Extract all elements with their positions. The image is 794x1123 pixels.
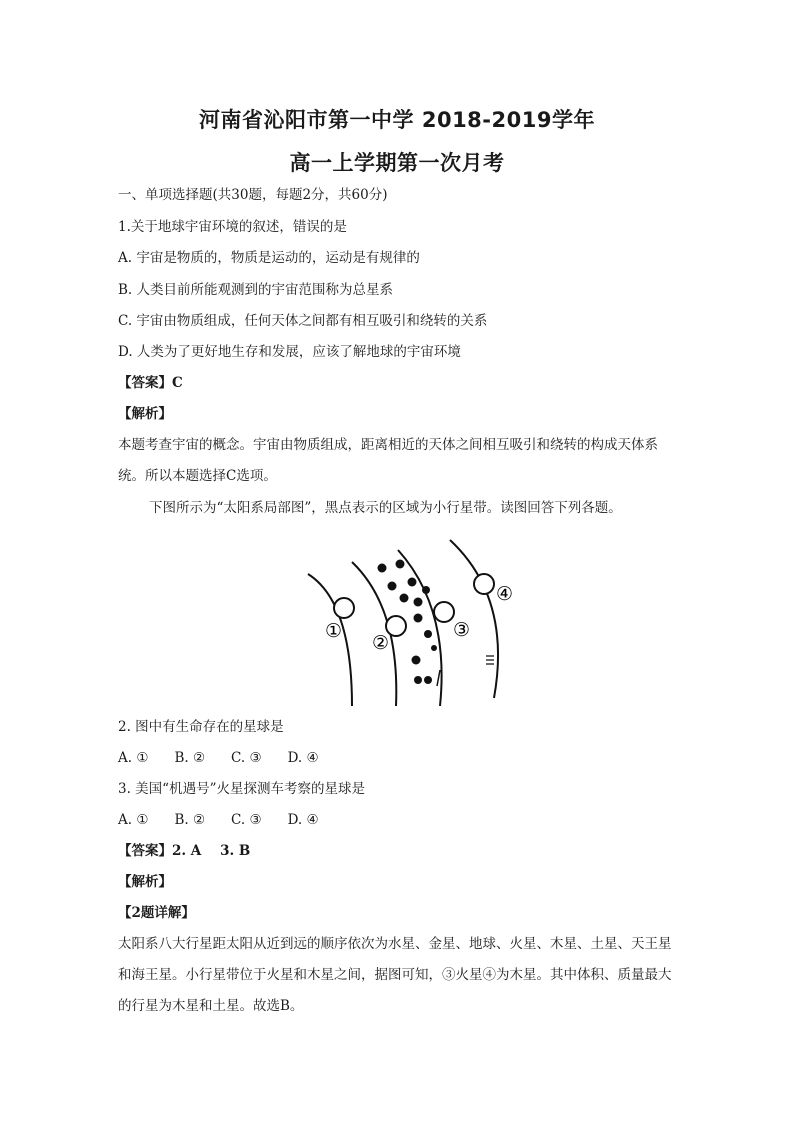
- q3-options: [118, 811, 678, 829]
- q2-detail-label: 【2题详解】: [118, 905, 195, 921]
- q3-option-b: B. ②: [174, 812, 206, 828]
- label-4: ④: [496, 583, 514, 605]
- q2-options: [118, 749, 678, 767]
- q2-option-c: C. ③: [231, 750, 262, 766]
- q2-option-d: D. ④: [287, 750, 319, 766]
- q1-option-d: D. 人类为了更好地生存和发展，应该了解地球的宇宙环境: [118, 344, 461, 360]
- q1-option-c: C. 宇宙由物质组成，任何天体之间都有相互吸引和绕转的关系: [118, 313, 488, 329]
- q1-answer: 【答案】C: [118, 375, 183, 391]
- label-2: ②: [372, 632, 390, 654]
- label-1: ①: [325, 620, 343, 642]
- q2-option-b: B. ②: [174, 750, 206, 766]
- planet-4: [474, 574, 494, 594]
- solar-system-partial-diagram: [300, 538, 530, 706]
- q1-option-b: B. 人类目前所能观测到的宇宙范围称为总星系: [118, 282, 394, 298]
- q1-option-a: A. 宇宙是物质的，物质是运动的，运动是有规律的: [118, 250, 420, 266]
- label-3: ③: [453, 619, 471, 641]
- diagram-intro: 下图所示为“太阳系局部图”，黑点表示的区域为小行星带。读图回答下列各题。: [149, 500, 622, 516]
- q3-option-a: A. ①: [118, 812, 149, 828]
- analysis-label-2-3: 【解析】: [118, 874, 172, 890]
- q2-detail-text: 太阳系八大行星距太阳从近到远的顺序依次为水星、金星、地球、火星、木星、土星、天王星和海王星。小行星带位于火星和木星之间，据图可知，③火星④为木星。其中体积、质量最大的行星为木星和土星。故选B。: [118, 936, 672, 1014]
- planet-3: [434, 602, 454, 622]
- q1-stem: 1.关于地球宇宙环境的叙述，错误的是: [118, 219, 347, 235]
- orbit-tick-marks: [486, 656, 494, 664]
- answer-2-3: 【答案】2. A 3. B: [118, 843, 251, 859]
- planet-1: [334, 598, 354, 618]
- section-heading: 一、单项选择题(共30题，每题2分，共60分): [118, 187, 388, 203]
- q3-option-c: C. ③: [231, 812, 262, 828]
- q1-analysis-text: 本题考查宇宙的概念。宇宙由物质组成，距离相近的天体之间相互吸引和绕转的构成天体系统。所以本题选择C选项。: [118, 437, 658, 484]
- q3-option-d: D. ④: [287, 812, 319, 828]
- q2-stem: 2. 图中有生命存在的星球是: [118, 719, 284, 735]
- document-title-line1: 河南省沁阳市第一中学 2018-2019学年: [199, 108, 595, 132]
- solar-system-diagram-svg: [300, 538, 530, 706]
- q1-analysis-label: 【解析】: [118, 406, 172, 422]
- q2-option-a: A. ①: [118, 750, 149, 766]
- q3-stem: 3. 美国“机遇号”火星探测车考察的星球是: [118, 781, 365, 797]
- document-title-line2: 高一上学期第一次月考: [289, 151, 505, 175]
